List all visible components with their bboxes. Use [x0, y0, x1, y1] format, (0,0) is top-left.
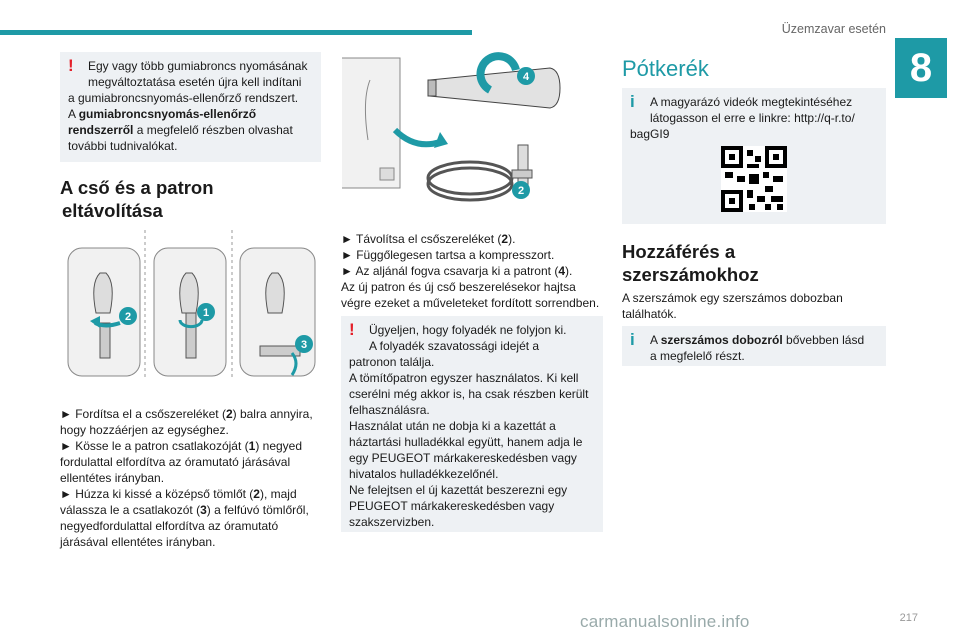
info-box-toolbox: i A szerszámos dobozról bővebben lásd a megfelelő részt. — [622, 326, 886, 366]
qr-code[interactable] — [721, 146, 787, 212]
info-icon: i — [630, 330, 635, 349]
text-line: megváltoztatása esetén újra kell indítani — [88, 75, 302, 89]
chapter-number-badge: 8 — [895, 38, 947, 98]
hose-removal-illustration — [60, 228, 322, 384]
text-line: Egy vagy több gumiabroncs nyomásának — [88, 59, 308, 73]
info-box-video: i A magyarázó videók megtekintéséhez látogasson el erre e linkre: http://q-r.to/ bagGI9 — [622, 88, 886, 224]
watermark: carmanualsonline.info — [580, 612, 750, 631]
cartridge-removal-illustration — [340, 50, 602, 210]
section-title-spare-wheel: Pótkerék — [622, 56, 709, 81]
text-line: további tudnivalókat. — [68, 139, 178, 153]
text-line: a gumiabroncsnyomás-ellenőrző rendszert. — [68, 91, 299, 105]
section-heading-tools: Hozzáférés a szerszámokhoz — [622, 241, 759, 285]
steps-col2: ► Távolítsa el csőszereléket (2). ► Függőlegesen tartsa a kompresszort. ► Az aljánál fogva csavarja ki a patront (4). Az új patron és új cső beszerelésekor hajtsa végre ezeket a műveleteket fordított sorrendben. — [341, 232, 600, 310]
callout-2: 2 — [517, 185, 525, 197]
chapter-title: Üzemzavar esetén — [781, 22, 886, 36]
steps-col1: ► Fordítsa el a csőszereléket (2) balra annyira, hogy hozzáérjen az egységhez. ► Kösse le a patron csatlakozóját (1) negyed fordulattal elfordítva az óramutató járásával ellentétes irányban. ► Húzza ki kissé a középső tömlőt (2), majd válassza le a csatlakozót (3) a felfúvó tömlőről, negyedfordulattal elfordítva az óramutató járásával ellentétes irányban. — [60, 407, 313, 549]
tools-paragraph: A szerszámok egy szerszámos dobozban találhatók. — [622, 291, 843, 321]
callout-1: 1 — [202, 307, 210, 319]
header-accent-bar — [0, 30, 472, 35]
text-line: A gumiabroncsnyomás-ellenőrző — [68, 107, 257, 121]
section-heading-remove-hose: A cső és a patron eltávolítása — [60, 177, 214, 221]
warning-box-tpms — [60, 52, 321, 162]
text-line: rendszerről a megfelelő részben olvashat — [68, 123, 293, 137]
info-icon: i — [630, 92, 635, 111]
callout-4: 4 — [522, 71, 530, 83]
exclamation-warning-icon: ! — [68, 56, 74, 75]
callout-3: 3 — [300, 339, 308, 351]
callout-2: 2 — [124, 311, 132, 323]
page-number: 217 — [899, 612, 918, 624]
warning-box-cartridge: ! Ügyeljen, hogy folyadék ne folyjon ki. A folyadék szavatossági idejét a patronon találja. A tömítőpatron egyszer használatos. Ki kell cserélni még akkor is, ha csak részben került felhasználásra. Használat után ne dobja ki a kazettát a háztartási hulladékkal együtt, hanem adja le egy PEUGEOT márkakereskedésben vagy hivatalos hulladékkezelőnél. Ne felejtsen el új kazettát beszerezni egy PEUGEOT márkakereskedésben vagy szakszervizben. — [341, 316, 603, 532]
exclamation-warning-icon: ! — [349, 320, 355, 339]
